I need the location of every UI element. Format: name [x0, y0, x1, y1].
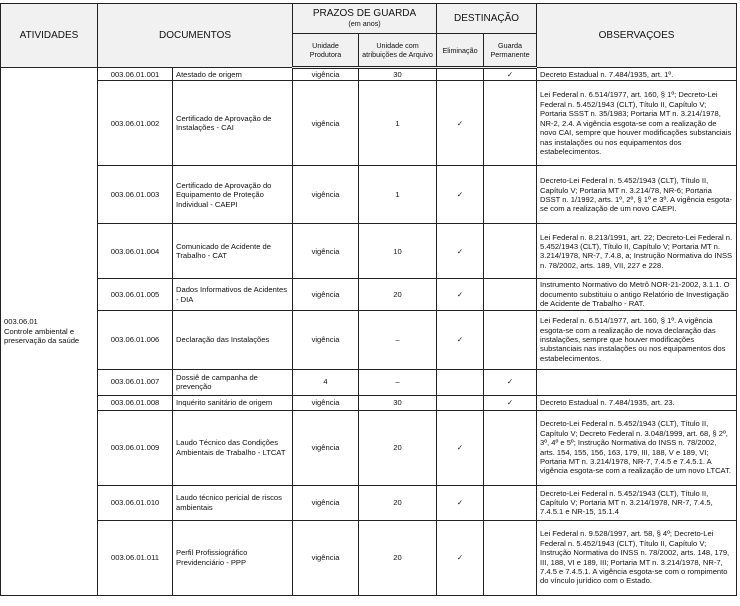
guarda-permanente-check: ✓ — [484, 369, 537, 395]
guarda-permanente-check — [484, 81, 537, 166]
eliminacao-check: ✓ — [437, 410, 484, 485]
guarda-permanente-check — [484, 166, 537, 224]
document-name: Inquérito sanitário de origem — [173, 395, 293, 410]
table-row — [1, 410, 737, 485]
activity-code: 003.06.01 — [4, 317, 38, 327]
prazo-unidade-arquivo: 20 — [359, 279, 437, 310]
prazo-unidade-arquivo: – — [359, 310, 437, 369]
header-prazos — [293, 4, 437, 34]
prazo-unidade-produtora: vigência — [293, 166, 359, 224]
prazo-unidade-produtora: vigência — [293, 279, 359, 310]
header-guarda-permanente: Guarda Permanente — [484, 34, 537, 68]
header-eliminacao: Eliminação — [437, 34, 484, 68]
document-name: Perfil Profissiográfico Previdenciário - PPP — [173, 520, 293, 595]
observacoes-text: Decreto Estadual n. 7.484/1935, art. 23. — [537, 395, 737, 410]
eliminacao-check: ✓ — [437, 224, 484, 279]
document-name: Laudo Técnico das Condições Ambientais de Trabalho - LTCAT — [173, 410, 293, 485]
guarda-permanente-check — [484, 485, 537, 520]
document-name: Certificado de Aprovação do Equipamento de Proteção Individual - CAEPI — [173, 166, 293, 224]
document-code: 003.06.01.003 — [98, 166, 173, 224]
guarda-permanente-check — [484, 310, 537, 369]
document-name: Laudo técnico pericial de riscos ambientais — [173, 485, 293, 520]
header-unidade-arquivo: Unidade com atribuições de Arquivo — [359, 34, 437, 68]
guarda-permanente-check — [484, 520, 537, 595]
table-row — [1, 485, 737, 520]
document-code: 003.06.01.009 — [98, 410, 173, 485]
document-name: Comunicado de Acidente de Trabalho - CAT — [173, 224, 293, 279]
document-name: Atestado de origem — [173, 68, 293, 81]
prazos-title: PRAZOS DE GUARDA — [312, 8, 417, 20]
table-row — [1, 224, 737, 279]
eliminacao-check: ✓ — [437, 520, 484, 595]
prazo-unidade-arquivo: 20 — [359, 485, 437, 520]
header-unidade-produtora: Unidade Produtora — [293, 34, 359, 68]
prazo-unidade-produtora: vigência — [293, 410, 359, 485]
eliminacao-check: ✓ — [437, 81, 484, 166]
prazo-unidade-produtora: 4 — [293, 369, 359, 395]
prazo-unidade-produtora: vigência — [293, 81, 359, 166]
document-code: 003.06.01.011 — [98, 520, 173, 595]
observacoes-text: Lei Federal n. 8.213/1991, art. 22; Decreto-Lei Federal n. 5.452/1943 (CLT), Título II, Capítulo V; Portaria MT n. 3.214/1978, NR-7, 7.4.8, a; Instrução Normativa do INSS n. 78/2002, arts. 189, VII, 227 e 228. — [537, 224, 737, 279]
prazo-unidade-produtora: vigência — [293, 310, 359, 369]
table-row — [1, 166, 737, 224]
eliminacao-check — [437, 369, 484, 395]
prazo-unidade-arquivo: 20 — [359, 410, 437, 485]
document-code: 003.06.01.007 — [98, 369, 173, 395]
prazo-unidade-arquivo: 1 — [359, 81, 437, 166]
observacoes-text: Lei Federal n. 6.514/1977, art. 160, § 1º. A vigência esgota-se com a realização de nova declaração das instalações, sempre que houver modificações substanciais nas instalações ou nos equipamentos dos estabelecimentos. — [537, 310, 737, 369]
table-row — [1, 395, 737, 410]
document-code: 003.06.01.001 — [98, 68, 173, 81]
prazo-unidade-arquivo: 30 — [359, 68, 437, 81]
header-atividades: ATIVIDADES — [1, 4, 98, 68]
prazo-unidade-produtora: vigência — [293, 520, 359, 595]
observacoes-text — [537, 369, 737, 395]
observacoes-text: Lei Federal n. 6.514/1977, art. 160, § 1º; Decreto-Lei Federal n. 5.452/1943 (CLT), Título II, Capítulo V; Portaria SSST n. 35/1983; Portaria MT n. 3.214/1978, NR-2, 2.4. A vigência esgota-se com a realização de novo CAI, sempre que houver modificações substanciais nas instalações ou nos equipamentos dos estabelecimentos. — [537, 81, 737, 166]
header-observacoes: OBSERVAÇOES — [537, 4, 737, 68]
table-row — [1, 81, 737, 166]
observacoes-text: Decreto-Lei Federal n. 5.452/1943 (CLT), Título II, Capítulo V; Portaria MT n. 3.214/78, NR-6; Portaria DSST n. 1/1992, arts. 1º, 2º, § 1º e 3º. A vigência esgota-se com a realização de um novo CAEPI. — [537, 166, 737, 224]
eliminacao-check: ✓ — [437, 310, 484, 369]
document-code: 003.06.01.008 — [98, 395, 173, 410]
header-destinacao: DESTINAÇÃO — [437, 4, 537, 34]
prazo-unidade-produtora: vigência — [293, 68, 359, 81]
observacoes-text: Decreto-Lei Federal n. 5.452/1943 (CLT), Título II, Capítulo V; Decreto Federal n. 3.048/1999, art. 68, § 2º, 3º, 4º e 5º; Instrução Normativa do INSS n. 78/2002, arts. 154, 155, 156, 163, 179, III, 188, V e 189, VI; Portaria MT n. 3.214/1978, NR-7, 7.4.5 e 7.4.5.1. A vigência esgota-se com a realização de um novo LTCAT. — [537, 410, 737, 485]
eliminacao-check — [437, 395, 484, 410]
observacoes-text: Decreto-Lei Federal n. 5.452/1943 (CLT), Título II, Capítulo V; Portaria MT n. 3.214/1978, NR-7, 7.4.5, 7.4.5.1 e NR-15, 15.1.4 — [537, 485, 737, 520]
eliminacao-check: ✓ — [437, 279, 484, 310]
eliminacao-check: ✓ — [437, 166, 484, 224]
document-code: 003.06.01.006 — [98, 310, 173, 369]
document-name: Dossiê de campanha de prevenção — [173, 369, 293, 395]
guarda-permanente-check — [484, 410, 537, 485]
prazos-subtitle: (em anos) — [348, 18, 381, 28]
prazo-unidade-arquivo: 30 — [359, 395, 437, 410]
document-name: Declaração das Instalações — [173, 310, 293, 369]
table-row — [1, 279, 737, 310]
guarda-permanente-check — [484, 279, 537, 310]
prazo-unidade-arquivo: 1 — [359, 166, 437, 224]
eliminacao-check: ✓ — [437, 485, 484, 520]
activity-cell — [1, 68, 98, 596]
prazo-unidade-produtora: vigência — [293, 395, 359, 410]
document-code: 003.06.01.004 — [98, 224, 173, 279]
guarda-permanente-check: ✓ — [484, 68, 537, 81]
document-code: 003.06.01.005 — [98, 279, 173, 310]
prazo-unidade-arquivo: – — [359, 369, 437, 395]
guarda-permanente-check: ✓ — [484, 395, 537, 410]
header-documentos: DOCUMENTOS — [98, 4, 293, 68]
observacoes-text: Instrumento Normativo do Metrô NOR-21-2002, 3.1.1. O documento substituiu o antigo Relatório de Investigação de Acidente de Trabalho - RAT. — [537, 279, 737, 310]
guarda-permanente-check — [484, 224, 537, 279]
prazo-unidade-produtora: vigência — [293, 485, 359, 520]
prazo-unidade-arquivo: 20 — [359, 520, 437, 595]
table-row — [1, 520, 737, 595]
observacoes-text: Lei Federal n. 9.528/1997, art. 58, § 4º; Decreto-Lei Federal n. 5.452/1943 (CLT), Título II, Capítulo V; Instrução Normativa do INSS n. 78/2002, arts. 148, 179, III, 188, VI e 189, III; Portaria MT n. 3.214/1978, NR-7, 7.4.5 e 7.4.5.1. A vigência esgota-se com o rompimento do vínculo jurídico com o Estado. — [537, 520, 737, 595]
prazo-unidade-arquivo: 10 — [359, 224, 437, 279]
document-retention-table — [0, 3, 737, 596]
activity-label: Controle ambiental e preservação da saúde — [4, 326, 80, 346]
document-code: 003.06.01.010 — [98, 485, 173, 520]
document-name: Certificado de Aprovação de Instalações - CAI — [173, 81, 293, 166]
document-name: Dados Informativos de Acidentes - DIA — [173, 279, 293, 310]
eliminacao-check — [437, 68, 484, 81]
observacoes-text: Decreto Estadual n. 7.484/1935, art. 1º. — [537, 68, 737, 81]
prazo-unidade-produtora: vigência — [293, 224, 359, 279]
table-row — [1, 310, 737, 369]
document-code: 003.06.01.002 — [98, 81, 173, 166]
table-row — [1, 369, 737, 395]
table-row — [1, 68, 737, 81]
